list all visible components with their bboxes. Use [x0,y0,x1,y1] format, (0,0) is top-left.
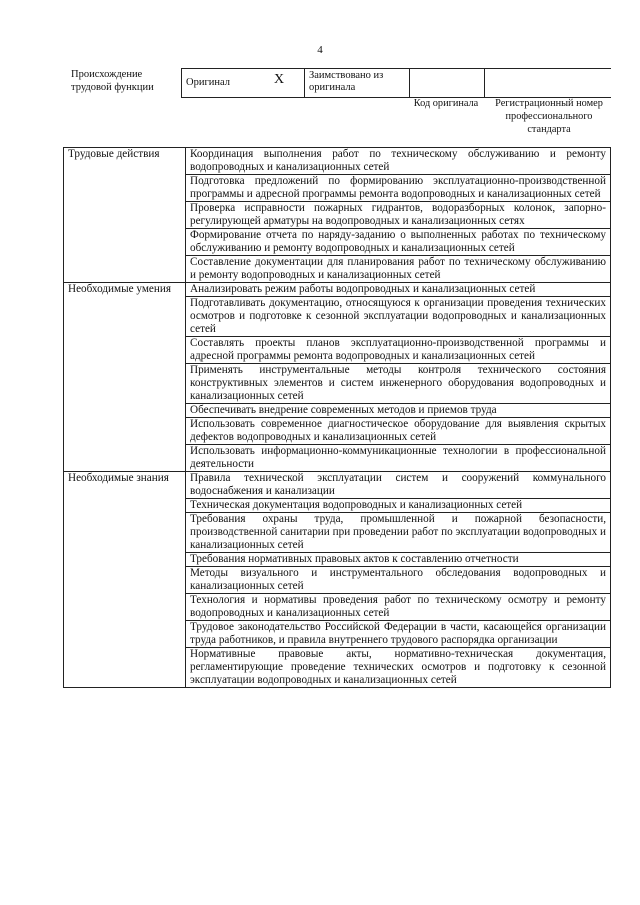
original-cell [182,69,305,98]
section-item: Требования нормативных правовых актов к составлению отчетности [186,553,611,567]
registration-number-cell [485,69,612,98]
section-item: Методы визуального и инструментального обследования водопроводных и канализационных сетей [186,567,611,594]
section-item: Технология и нормативы проведения работ по техническому осмотру и ремонту водопроводных и канализационных сетей [186,594,611,621]
table-row [64,472,611,499]
section-item: Обеспечивать внедрение современных методов и приемов труда [186,404,611,418]
section-item: Подготовка предложений по формированию эксплуатационно-производственной программы и адресной программы ремонта водопроводных и канализационных сетей [186,175,611,202]
registration-number-caption: Регистрационный номер профессионального стандарта [495,98,603,135]
section-item: Использовать современное диагностическое оборудование для выявления скрытых дефектов водопроводных и канализационных сетей [186,418,611,445]
section-item: Применять инструментальные методы контроля технического состояния конструктивных элементов и систем инженерного оборудования водопроводных и канализационных сетей [186,364,611,404]
borrowed-label: Заимствовано из оригинала [305,69,410,98]
section-title: Необходимые знания [64,472,186,688]
section-item: Проверка исправности пожарных гидрантов, водоразборных колонок, запорно-регулирующей арматуры на водопроводных и канализационных сетях [186,202,611,229]
section-item: Составление документации для планирования работ по техническому обслуживанию и ремонту водопроводных и канализационных сетей [186,256,611,283]
section-item: Анализировать режим работы водопроводных и канализационных сетей [186,283,611,297]
section-item: Требования охраны труда, промышленной и пожарной безопасности, производственной санитарии при проведении работ по эксплуатации водопроводных и канализационных сетей [186,513,611,553]
section-item: Формирование отчета по наряду-заданию о выполненных работах по техническому обслуживанию и ремонту водопроводных и канализационных сетей [186,229,611,256]
section-item: Техническая документация водопроводных и канализационных сетей [186,499,611,513]
original-code-caption: Код оригинала [413,98,479,109]
section-item: Нормативные правовые акты, нормативно-техническая документация, регламентирующие проведение технических осмотров и подготовку к сезонной эксплуатации водопроводных и канализационных сетей [186,648,611,688]
original-label: Оригинал [186,77,230,88]
labor-function-table-body [64,148,611,688]
original-mark: X [274,72,285,87]
section-title: Необходимые умения [64,283,186,472]
original-code-cell [410,69,485,98]
section-title: Трудовые действия [64,148,186,283]
table-row [64,148,611,175]
origin-table [181,68,611,98]
table-row [64,283,611,297]
section-item: Координация выполнения работ по техническому обслуживанию и ремонту водопроводных и канализационных сетей [186,148,611,175]
section-item: Правила технической эксплуатации систем и сооружений коммунального водоснабжения и канализации [186,472,611,499]
section-item: Подготавливать документацию, относящуюся к организации проведения технических осмотров и подготовке к сезонной эксплуатации водопроводных и канализационных сетей [186,297,611,337]
section-item: Трудовое законодательство Российской Федерации в части, касающейся организации труда работников, и правила внутреннего трудового распорядка организации [186,621,611,648]
origin-label: Происхождение трудовой функции [71,69,154,93]
section-item: Использовать информационно-коммуникационные технологии в профессиональной деятельности [186,445,611,472]
labor-function-table [63,147,611,688]
section-item: Составлять проекты планов эксплуатационно-производственной программы и адресной программы ремонта водопроводных и канализационных сетей [186,337,611,364]
page-number: 4 [317,44,323,56]
